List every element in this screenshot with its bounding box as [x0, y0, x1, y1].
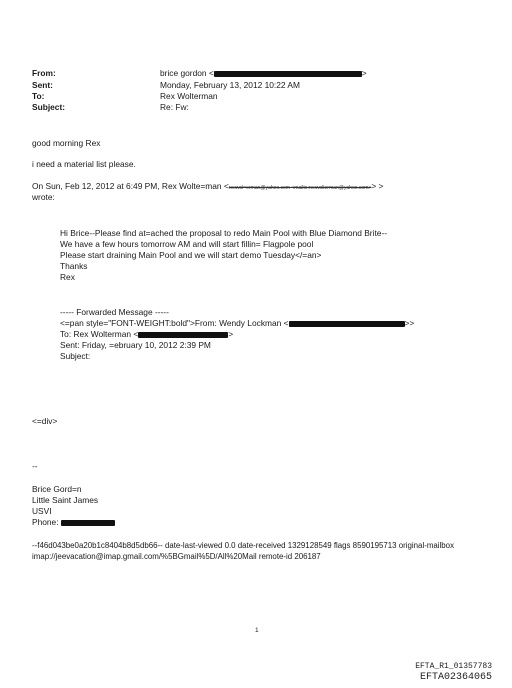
- footer-code-1: EFTA_R1_01357783: [415, 662, 492, 671]
- forwarded-to-text: To: Rex Wolterman <: [60, 329, 139, 339]
- forwarded-from-end: >>: [404, 318, 415, 328]
- quoted-line-5: Rex: [60, 272, 75, 282]
- to-value: Rex Wolterman: [160, 91, 218, 101]
- page-number: 1: [255, 627, 259, 634]
- signature-phone: [32, 517, 115, 527]
- quote-intro: [32, 181, 383, 193]
- subject-value: Re: Fw:: [160, 102, 189, 112]
- from-value: [160, 68, 367, 78]
- metadata-line-1: --f46d043be0a20b1c8404b8d5db66-- date-last-viewed 0.0 date-received 1329128549 flags 8590195713 original-mailbox: [32, 541, 455, 550]
- greeting: good morning Rex: [32, 138, 101, 148]
- forwarded-from-text: <=pan style="FONT-WEIGHT:bold">From: Wendy Lockman <: [60, 318, 289, 328]
- redaction-bar: [289, 321, 405, 327]
- forwarded-from: [60, 318, 414, 328]
- to-label: To:: [32, 91, 45, 101]
- quote-intro-end: > >: [371, 181, 384, 191]
- quoted-line-2: We have a few hours tomorrow AM and will start fillin= Flagpole pool: [60, 239, 314, 249]
- forwarded-to: [60, 329, 233, 339]
- from-name: brice gordon <: [160, 68, 214, 78]
- struck-email-link: rexwol=erman@yahoo.com <mailto:rexwolterman@yahoo.com>: [228, 185, 372, 191]
- sent-value: Monday, February 13, 2012 10:22 AM: [160, 80, 300, 90]
- footer-code-2: EFTA02364065: [419, 672, 492, 683]
- forwarded-marker: ----- Forwarded Message -----: [60, 307, 169, 317]
- redaction-bar: [61, 520, 115, 526]
- forwarded-sent: Sent: Friday, =ebruary 10, 2012 2:39 PM: [60, 340, 211, 350]
- subject-label: Subject:: [32, 102, 66, 112]
- quote-intro-text: On Sun, Feb 12, 2012 at 6:49 PM, Rex Wolte=man <: [32, 181, 229, 191]
- div-tag: <=div>: [32, 416, 58, 426]
- request-line: i need a material list please.: [32, 159, 136, 169]
- forwarded-to-end: >: [228, 329, 234, 339]
- from-value-end: >: [361, 68, 367, 78]
- forwarded-subject: Subject:: [60, 351, 91, 361]
- phone-label: Phone:: [32, 517, 61, 527]
- signature-place: Little Saint James: [32, 495, 99, 505]
- signature-separator: --: [32, 461, 38, 471]
- redaction-bar: [214, 71, 362, 77]
- quote-intro-wrote: wrote:: [32, 192, 55, 202]
- quoted-line-1: Hi Brice--Please find at=ached the proposal to redo Main Pool with Blue Diamond Brite--: [60, 228, 388, 238]
- metadata-line-2: imap://jeevacation@imap.gmail.com/%5BGmail%5D/All%20Mail remote-id 206187: [32, 552, 321, 561]
- quoted-line-3: Please start draining Main Pool and we will start demo Tuesday</=an>: [60, 250, 322, 260]
- signature-name: Brice Gord=n: [32, 484, 82, 494]
- sent-label: Sent:: [32, 80, 53, 90]
- quoted-line-4: Thanks: [60, 261, 88, 271]
- redaction-bar: [138, 332, 228, 338]
- from-label: From:: [32, 68, 56, 78]
- signature-region: USVI: [32, 506, 52, 516]
